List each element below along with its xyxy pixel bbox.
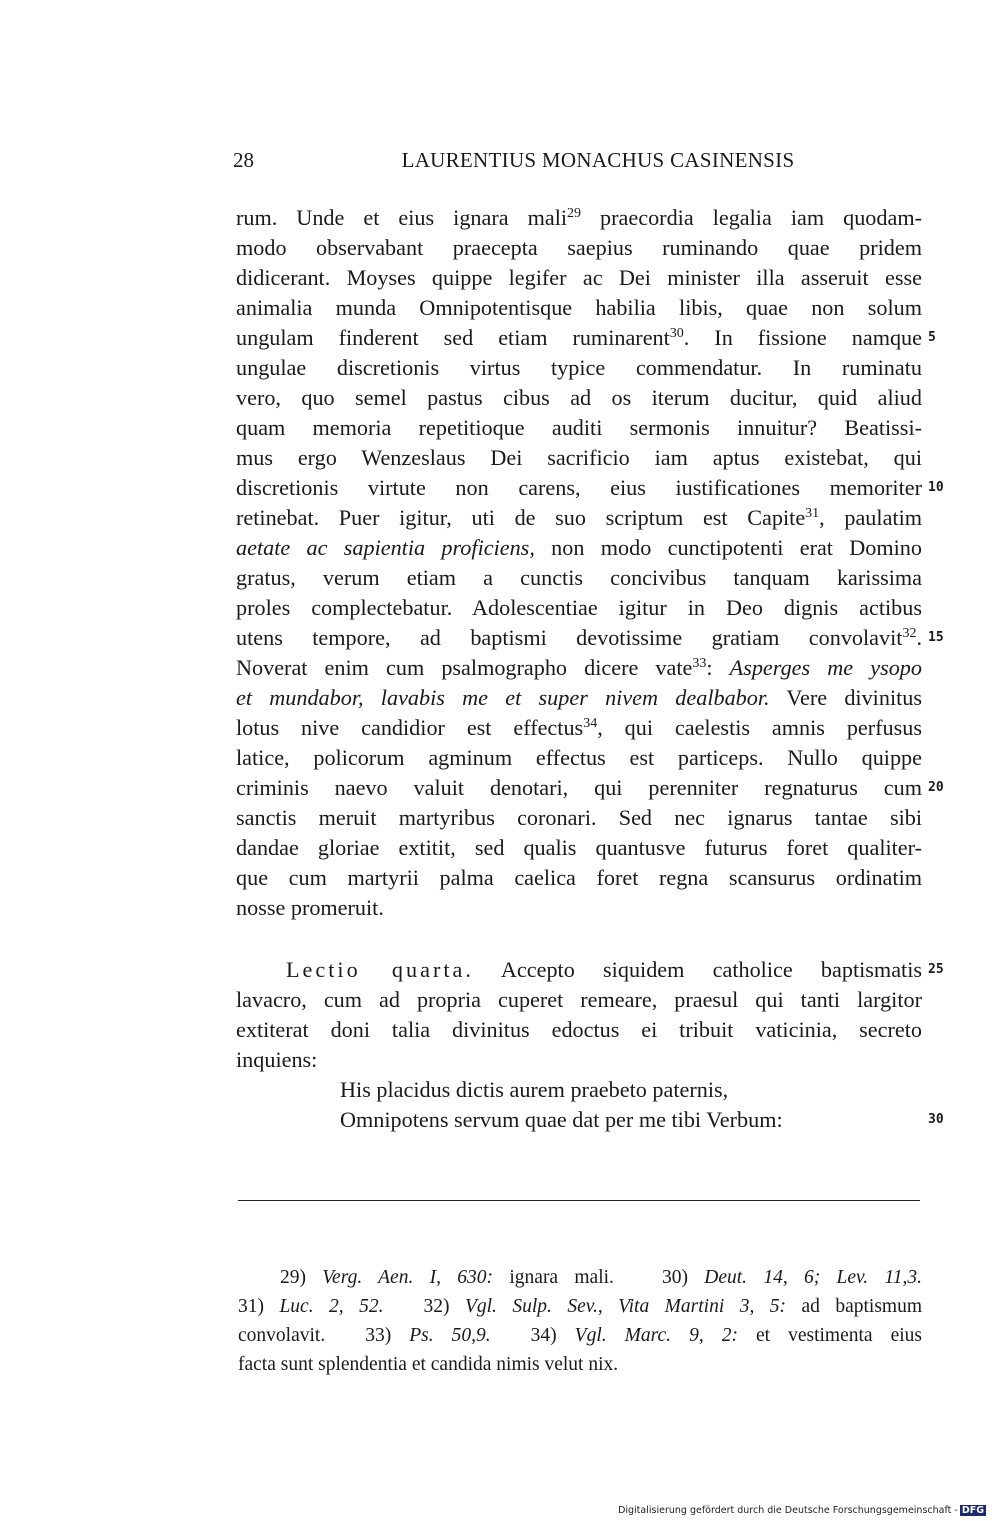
footnote-ref: 30	[669, 326, 684, 341]
text-line: animalia munda Omnipotentisque habilia libis, quae non solum	[236, 295, 922, 320]
footnote-ref: 34	[583, 716, 598, 731]
footnote-line: 29) Verg. Aen. I, 630: ignara mali. 30) Deut. 14, 6; Lev. 11,3.	[280, 1267, 922, 1288]
text-line: rum. Unde et eius ignara mali$^{29}$ praecordia legalia iam quodam-	[236, 205, 922, 230]
dfg-logo: DFG	[961, 1505, 984, 1516]
footnote-line: 31) Luc. 2, 52. 32) Vgl. Sulp. Sev., Vita Martini 3, 5: ad baptismum	[238, 1296, 922, 1317]
text-line: lotus nive candidior est effectus$^{34}$, qui caelestis amnis perfusus	[236, 715, 922, 740]
text-line: lavacro, cum ad propria cuperet remeare, praesul qui tanti largitor	[236, 987, 922, 1012]
text-line: latice, policorum agminum effectus est particeps. Nullo quippe	[236, 745, 922, 770]
text-line: utens tempore, ad baptismi devotissime gratiam convolavit$^{32}$.	[236, 625, 922, 650]
footnote-ref: 32	[902, 626, 917, 641]
scripture-quote: aetate ac sapientia proficiens,	[236, 535, 535, 560]
text-line: sanctis meruit martyribus coronari. Sed nec ignarus tantae sibi	[236, 805, 922, 830]
footnote-ref: 31	[805, 506, 820, 521]
line-number: 20	[928, 780, 944, 795]
text-line: et mundabor, lavabis me et super nivem dealbabor. Vere divinitus	[236, 685, 922, 710]
text-line: Noverat enim cum psalmographo dicere vate$^{33}$: Asperges me ysopo	[236, 655, 922, 680]
text-line: quam memoria repetitioque auditi sermonis innuitur? Beatissi-	[236, 415, 922, 440]
text-line: ungulae discretionis virtus typice commendatur. In ruminatu	[236, 355, 922, 380]
footnote-ref: 29	[567, 206, 582, 221]
page-number: 28	[233, 148, 254, 172]
line-number: 15	[928, 630, 944, 645]
digitization-credit	[618, 1505, 986, 1516]
text-line: criminis naevo valuit denotari, qui perenniter regnaturus cum	[236, 775, 922, 800]
line-number: 5	[928, 330, 936, 345]
text-line: extiterat doni talia divinitus edoctus ei tribuit vaticinia, secreto	[236, 1017, 922, 1042]
text-line: inquiens:	[236, 1047, 318, 1072]
line-number: 30	[928, 1112, 944, 1127]
running-title: LAURENTIUS MONACHUS CASINENSIS	[401, 148, 795, 172]
footnote-divider	[238, 1200, 920, 1201]
lectio-quarta-section	[236, 955, 922, 1135]
text-line: didicerant. Moyses quippe legifer ac Dei minister illa asseruit esse	[236, 265, 922, 290]
section-heading: Lectio quarta.	[286, 957, 474, 982]
scripture-quote: et mundabor, lavabis me et super nivem dealbabor.	[236, 685, 770, 710]
text-line: que cum martyrii palma caelica foret regna scansurus ordinatim	[236, 865, 922, 890]
footnote-ref: 33	[692, 656, 707, 671]
text-line: discretionis virtute non carens, eius iustificationes memoriter	[236, 475, 922, 500]
verse-line: His placidus dictis aurem praebeto paternis,	[340, 1077, 729, 1102]
text-line: Lectio quarta. Accepto siquidem catholice baptismatis	[286, 957, 923, 982]
text-line: mus ergo Wenzeslaus Dei sacrificio iam aptus existebat, qui	[236, 445, 922, 470]
text-line: retinebat. Puer igitur, uti de suo scriptum est Capite$^{31}$, paulatim	[236, 505, 923, 530]
text-line: proles complectebatur. Adolescentiae igitur in Deo dignis actibus	[236, 595, 922, 620]
text-line: ungulam finderent sed etiam ruminarent$^{30}$. In fissione namque	[236, 325, 922, 350]
text-line: nosse promeruit.	[236, 895, 384, 920]
footnote-line: convolavit. 33) Ps. 50,9. 34) Vgl. Marc. 9, 2: et vestimenta eius	[238, 1325, 923, 1346]
text-line: aetate ac sapientia proficiens, non modo cunctipotenti erat Domino	[236, 535, 922, 560]
footnotes	[238, 1263, 922, 1379]
text-line: gratus, verum etiam a cunctis concivibus tanquam karissima	[236, 565, 922, 590]
footnote-line: facta sunt splendentia et candida nimis velut nix.	[238, 1354, 619, 1375]
main-text	[236, 203, 922, 923]
text-line: dandae gloriae extitit, sed qualis quantusve futurus foret qualiter-	[236, 835, 922, 860]
text-line: vero, quo semel pastus cibus ad os iterum ducitur, quid aliud	[236, 385, 922, 410]
line-number: 25	[928, 962, 944, 977]
page-header	[233, 148, 923, 178]
credit-text: Digitalisierung gefördert durch die Deutsche Forschungsgemeinschaft -	[618, 1505, 958, 1516]
text-line: modo observabant praecepta saepius ruminando quae pridem	[236, 235, 922, 260]
verse-line: Omnipotens servum quae dat per me tibi Verbum:	[340, 1107, 783, 1132]
scripture-quote: Asperges me ysopo	[729, 655, 922, 680]
line-number: 10	[928, 480, 944, 495]
